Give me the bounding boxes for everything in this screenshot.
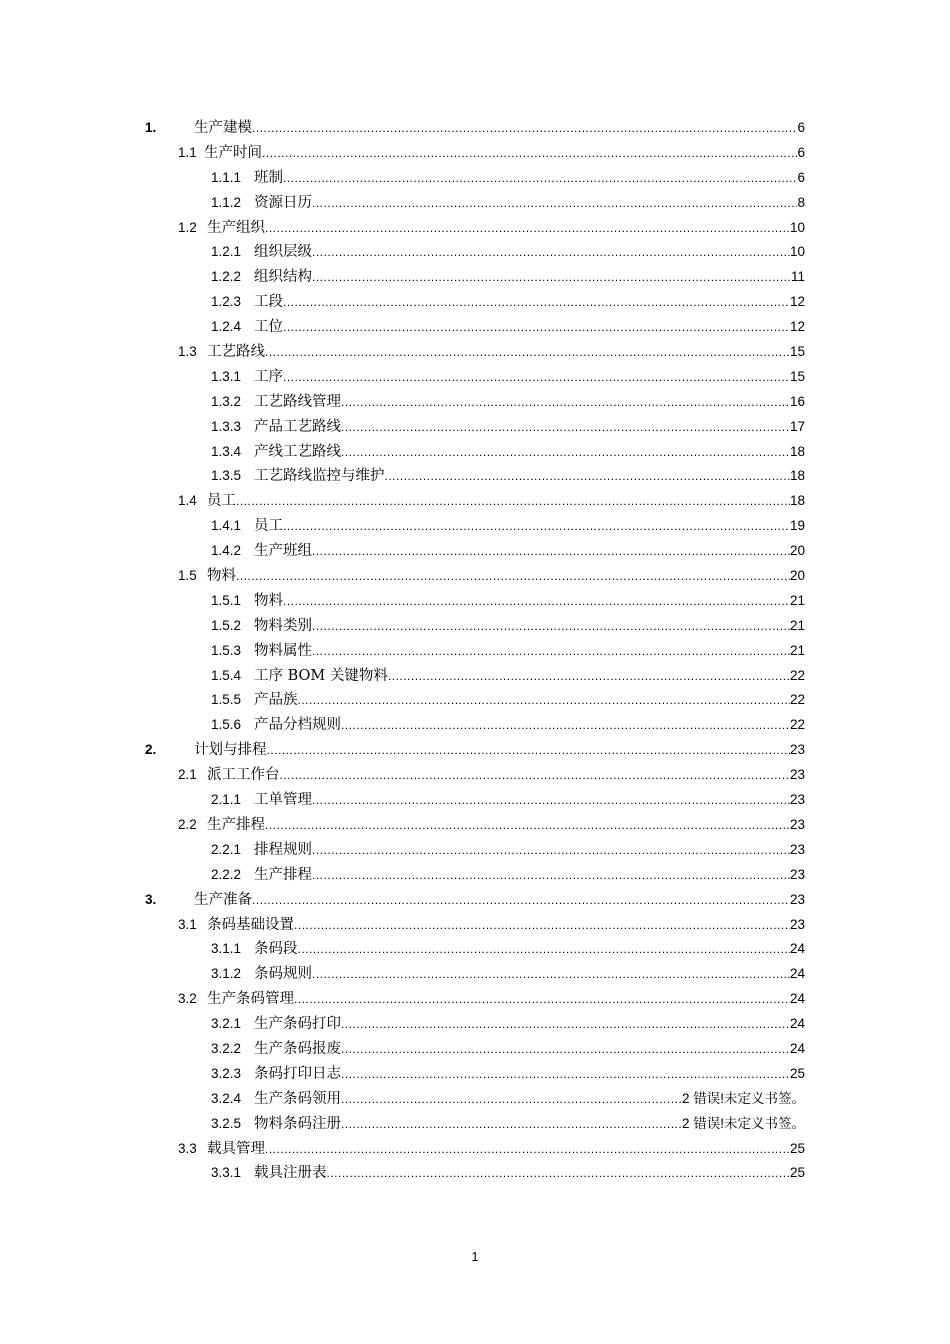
dot-leader — [327, 1161, 790, 1186]
toc-entry-number: 1.3.1 — [211, 368, 242, 384]
toc-entry-page: 25 — [789, 1165, 805, 1181]
toc-entry-title: 工位 — [254, 319, 283, 336]
toc-entry-title: 工单管理 — [254, 792, 312, 809]
toc-entry-number: 2.1 — [178, 767, 197, 783]
toc-entry-line — [207, 987, 805, 1012]
dot-leader — [294, 913, 790, 938]
toc-entry-line — [254, 1037, 805, 1062]
toc-entry-number: 3. — [145, 891, 157, 907]
toc-entry[interactable] — [0, 539, 950, 564]
toc-entry-number: 1.4 — [178, 493, 197, 509]
toc-entry-title: 物料属性 — [254, 642, 312, 659]
dot-leader — [236, 489, 790, 514]
toc-entry-page: 23 — [789, 891, 805, 907]
toc-entry-number: 3.3 — [178, 1140, 197, 1156]
toc-entry-number: 1.2.4 — [211, 319, 242, 335]
toc-entry-title: 载具管理 — [207, 1140, 265, 1157]
toc-entry-title: 生产排程 — [207, 816, 265, 833]
toc-entry-number: 1. — [145, 120, 157, 135]
toc-entry-title: 生产条码打印 — [254, 1016, 341, 1033]
toc-entry-line — [207, 763, 805, 788]
toc-entry[interactable] — [0, 365, 950, 390]
toc-entry-title: 生产班组 — [254, 543, 312, 560]
toc-entry[interactable] — [0, 913, 950, 938]
toc-entry-page: 6 — [797, 169, 805, 185]
dot-leader — [341, 1062, 790, 1087]
toc-entry-page: 15 — [789, 344, 805, 360]
toc-entry-line — [207, 1137, 805, 1162]
toc-entry-page: 23 — [789, 866, 805, 882]
toc-entry-number: 1.5.5 — [211, 692, 242, 708]
toc-entry[interactable] — [0, 738, 950, 763]
toc-entry-page: 20 — [789, 568, 805, 584]
toc-entry-page: 18 — [789, 493, 805, 509]
toc-entry[interactable] — [0, 937, 950, 962]
toc-entry-page: 2 错误!未定义书签。 — [681, 1115, 805, 1131]
toc-entry[interactable] — [0, 688, 950, 713]
toc-entry[interactable] — [0, 1137, 950, 1162]
toc-entry[interactable] — [0, 589, 950, 614]
dot-leader — [265, 216, 790, 241]
toc-entry-number: 2.2.2 — [211, 866, 242, 882]
toc-entry-line — [254, 589, 805, 614]
toc-entry-line — [254, 365, 805, 390]
dot-leader — [312, 788, 790, 813]
toc-entry-title: 派工工作台 — [207, 767, 280, 784]
toc-entry-line — [254, 863, 805, 888]
toc-entry-line — [254, 440, 805, 465]
toc-entry[interactable] — [0, 464, 950, 489]
toc-entry-page: 6 — [797, 144, 805, 160]
toc-entry-line — [254, 937, 805, 962]
toc-entry-number: 3.3.1 — [211, 1165, 242, 1181]
toc-entry-title: 物料 — [254, 592, 283, 609]
toc-entry-number: 1.5.1 — [211, 592, 242, 608]
dot-leader — [341, 1012, 790, 1037]
dot-leader — [312, 265, 791, 290]
toc-entry-title: 条码打印日志 — [254, 1065, 341, 1082]
toc-entry[interactable] — [0, 440, 950, 465]
toc-entry-number: 3.2.3 — [211, 1065, 242, 1081]
toc-entry-line — [254, 664, 805, 689]
toc-entry-page: 10 — [789, 244, 805, 260]
toc-entry-line — [254, 962, 805, 987]
toc-entry-number: 3.1 — [178, 916, 197, 932]
toc-entry-number: 3.2.5 — [211, 1115, 242, 1131]
dot-leader — [312, 962, 790, 987]
dot-leader — [341, 713, 790, 738]
toc-entry-number: 1.5.2 — [211, 617, 242, 633]
toc-entry-line — [254, 1012, 805, 1037]
toc-entry-number: 3.2.1 — [211, 1016, 242, 1032]
dot-leader — [283, 365, 790, 390]
toc-entry-line — [254, 639, 805, 664]
toc-entry[interactable] — [0, 863, 950, 888]
toc-entry[interactable] — [0, 888, 950, 913]
toc-entry[interactable] — [0, 1161, 950, 1186]
toc-entry-line — [254, 415, 805, 440]
toc-entry-page: 23 — [789, 841, 805, 857]
toc-entry-number: 1.2.1 — [211, 244, 242, 260]
toc-entry-page: 22 — [789, 667, 805, 683]
toc-entry-line — [254, 1161, 805, 1186]
toc-entry[interactable] — [0, 1037, 950, 1062]
toc-entry-page: 18 — [789, 468, 805, 484]
toc-entry-page: 23 — [789, 742, 805, 758]
dot-leader — [265, 813, 790, 838]
toc-entry-title: 组织层级 — [254, 244, 312, 261]
toc-entry[interactable] — [0, 1087, 950, 1112]
dot-leader — [283, 514, 790, 539]
toc-entry-line — [254, 166, 805, 191]
toc-entry-page: 21 — [789, 592, 805, 608]
dot-leader — [341, 1112, 682, 1137]
toc-entry-title: 产品分档规则 — [254, 717, 341, 734]
toc-entry-number: 1.5 — [178, 568, 197, 584]
toc-entry[interactable] — [0, 141, 950, 166]
toc-entry-number: 3.2.2 — [211, 1040, 242, 1056]
toc-entry-page: 2 错误!未定义书签。 — [681, 1090, 805, 1106]
dot-leader — [341, 1037, 790, 1062]
toc-entry-line — [207, 340, 805, 365]
toc-entry-title: 物料类别 — [254, 617, 312, 634]
toc-entry-line — [204, 141, 805, 166]
toc-entry-number: 3.1.2 — [211, 966, 242, 982]
toc-entry-page: 24 — [789, 1040, 805, 1056]
toc-entry-line — [254, 688, 805, 713]
toc-entry[interactable] — [0, 166, 950, 191]
dot-leader — [252, 888, 790, 913]
toc-entry-line — [207, 813, 805, 838]
toc-entry-number: 1.3.2 — [211, 393, 242, 409]
dot-leader — [312, 539, 790, 564]
toc-entry-line — [254, 464, 805, 489]
toc-entry[interactable] — [0, 763, 950, 788]
toc-entry-line — [254, 614, 805, 639]
toc-entry-page: 6 — [797, 120, 805, 135]
toc-entry-page: 20 — [789, 543, 805, 559]
toc-entry-title: 物料 — [207, 568, 236, 585]
toc-entry-title: 生产建模 — [194, 120, 252, 136]
toc-entry-title: 工序 BOM 关键物料 — [254, 667, 388, 684]
toc-entry-number: 1.4.1 — [211, 518, 242, 534]
toc-entry-number: 2.2.1 — [211, 841, 242, 857]
toc-entry[interactable] — [0, 290, 950, 315]
toc-entry-line — [207, 216, 805, 241]
toc-entry-title: 员工 — [207, 493, 236, 510]
toc-entry[interactable] — [0, 987, 950, 1012]
toc-entry-title: 排程规则 — [254, 841, 312, 858]
toc-entry[interactable] — [0, 240, 950, 265]
toc-entry[interactable] — [0, 614, 950, 639]
toc-entry-line — [254, 240, 805, 265]
toc-entry-page: 16 — [789, 393, 805, 409]
dot-leader — [341, 1087, 682, 1112]
toc-entry-title: 条码规则 — [254, 966, 312, 983]
toc-entry-title: 员工 — [254, 518, 283, 535]
toc-entry-number: 1.3.4 — [211, 443, 242, 459]
toc-entry[interactable] — [0, 713, 950, 738]
toc-entry[interactable] — [0, 1112, 950, 1137]
toc-entry-page: 24 — [789, 941, 805, 957]
toc-entry[interactable] — [0, 788, 950, 813]
toc-entry-line — [254, 838, 805, 863]
toc-entry-line — [254, 290, 805, 315]
toc-entry-title: 生产排程 — [254, 866, 312, 883]
dot-leader — [280, 763, 790, 788]
toc-entry-page: 23 — [789, 767, 805, 783]
toc-entry-title: 生产条码管理 — [207, 991, 294, 1008]
toc-entry-line — [254, 713, 805, 738]
toc-entry-number: 1.5.3 — [211, 642, 242, 658]
toc-entry-title: 产品族 — [254, 692, 298, 709]
toc-entry-page: 10 — [789, 219, 805, 235]
toc-entry[interactable] — [0, 962, 950, 987]
toc-entry-line — [207, 564, 805, 589]
dot-leader — [312, 191, 797, 216]
toc-entry-title: 生产组织 — [207, 219, 265, 236]
toc-entry-line — [254, 514, 805, 539]
toc-entry-number: 1.1.2 — [211, 194, 242, 210]
dot-leader — [265, 1137, 790, 1162]
dot-leader — [283, 166, 797, 191]
toc-entry-page: 22 — [789, 717, 805, 733]
dot-leader — [298, 937, 790, 962]
toc-entry[interactable] — [0, 1012, 950, 1037]
toc-entry-title: 载具注册表 — [254, 1165, 327, 1182]
toc-entry-number: 1.2.3 — [211, 294, 242, 310]
toc-entry-title: 生产条码报废 — [254, 1040, 341, 1057]
dot-leader — [312, 614, 790, 639]
toc-entry-number: 3.2.4 — [211, 1090, 242, 1106]
toc-entry-title: 组织结构 — [254, 269, 312, 286]
toc-entry-title: 工艺路线 — [207, 344, 265, 361]
toc-entry-number: 1.3.3 — [211, 418, 242, 434]
dot-leader — [312, 838, 790, 863]
toc-entry[interactable] — [0, 838, 950, 863]
toc-entry-number: 2.2 — [178, 816, 197, 832]
toc-entry-title: 生产时间 — [204, 144, 262, 161]
toc-entry-line — [207, 913, 805, 938]
table-of-contents — [0, 116, 950, 1186]
toc-entry[interactable] — [0, 564, 950, 589]
toc-entry-title: 生产准备 — [194, 891, 252, 908]
dot-leader — [298, 688, 790, 713]
toc-entry-number: 1.5.6 — [211, 717, 242, 733]
toc-entry[interactable] — [0, 415, 950, 440]
toc-entry-line — [254, 1112, 805, 1137]
dot-leader — [312, 639, 790, 664]
toc-entry[interactable] — [0, 315, 950, 340]
toc-entry-line — [194, 738, 805, 763]
toc-entry-title: 计划与排程 — [194, 742, 267, 759]
dot-leader — [294, 987, 790, 1012]
toc-entry[interactable] — [0, 514, 950, 539]
toc-entry-page: 23 — [789, 916, 805, 932]
toc-entry-number: 1.1.1 — [211, 169, 242, 185]
toc-entry-title: 条码基础设置 — [207, 916, 294, 933]
toc-entry-page: 23 — [789, 816, 805, 832]
toc-entry-line — [254, 265, 805, 290]
toc-entry[interactable] — [0, 489, 950, 514]
toc-entry-title: 资源日历 — [254, 194, 312, 211]
dot-leader — [283, 589, 790, 614]
toc-entry-line — [254, 539, 805, 564]
toc-entry-page: 21 — [789, 617, 805, 633]
toc-entry-page: 12 — [789, 294, 805, 310]
toc-entry-number: 1.2 — [178, 219, 197, 235]
toc-entry[interactable] — [0, 390, 950, 415]
toc-entry-number: 1.5.4 — [211, 667, 242, 683]
toc-entry[interactable] — [0, 191, 950, 216]
toc-entry-page: 24 — [789, 1016, 805, 1032]
toc-entry-page: 24 — [789, 966, 805, 982]
toc-entry-title: 生产条码领用 — [254, 1090, 341, 1107]
dot-leader — [283, 290, 790, 315]
toc-entry-page: 17 — [789, 418, 805, 434]
toc-entry-page: 18 — [789, 443, 805, 459]
toc-entry-title: 工段 — [254, 294, 283, 311]
toc-entry-page: 24 — [789, 991, 805, 1007]
toc-entry[interactable] — [0, 116, 950, 141]
dot-leader — [312, 863, 790, 888]
dot-leader — [265, 340, 790, 365]
toc-entry-page: 22 — [789, 692, 805, 708]
toc-entry-title: 工序 — [254, 368, 283, 385]
toc-entry-title: 产品工艺路线 — [254, 418, 341, 435]
toc-entry-number: 2.1.1 — [211, 792, 242, 808]
toc-entry-page: 8 — [797, 194, 805, 210]
toc-entry-page: 21 — [789, 642, 805, 658]
toc-entry-page: 15 — [789, 368, 805, 384]
toc-entry-page: 25 — [789, 1065, 805, 1081]
page-number: 1 — [471, 1250, 479, 1264]
toc-entry-line — [194, 116, 805, 141]
toc-entry-number: 1.2.2 — [211, 269, 242, 285]
toc-entry-title: 产线工艺路线 — [254, 443, 341, 460]
toc-entry-title: 工艺路线管理 — [254, 393, 341, 410]
toc-entry-title: 班制 — [254, 169, 283, 186]
dot-leader — [283, 315, 790, 340]
toc-entry-line — [254, 390, 805, 415]
toc-entry-line — [254, 191, 805, 216]
toc-entry[interactable] — [0, 664, 950, 689]
toc-entry-line — [254, 315, 805, 340]
dot-leader — [341, 440, 790, 465]
toc-entry-line — [254, 1062, 805, 1087]
dot-leader — [252, 116, 797, 141]
toc-entry-page: 23 — [789, 792, 805, 808]
toc-entry-number: 1.1 — [178, 144, 197, 160]
toc-entry[interactable] — [0, 216, 950, 241]
toc-entry[interactable] — [0, 265, 950, 290]
dot-leader — [312, 240, 790, 265]
dot-leader — [388, 664, 790, 689]
toc-entry-page: 12 — [789, 319, 805, 335]
toc-entry-line — [254, 788, 805, 813]
toc-entry[interactable] — [0, 1062, 950, 1087]
toc-entry[interactable] — [0, 639, 950, 664]
dot-leader — [385, 464, 790, 489]
toc-entry-number: 1.4.2 — [211, 543, 242, 559]
toc-entry-title: 物料条码注册 — [254, 1115, 341, 1132]
toc-entry[interactable] — [0, 813, 950, 838]
toc-entry-title: 条码段 — [254, 941, 298, 958]
toc-entry[interactable] — [0, 340, 950, 365]
dot-leader — [341, 390, 790, 415]
toc-entry-line — [194, 888, 805, 913]
toc-entry-number: 3.1.1 — [211, 941, 242, 957]
dot-leader — [262, 141, 797, 166]
dot-leader — [341, 415, 790, 440]
toc-entry-page: 19 — [789, 518, 805, 534]
toc-entry-page: 25 — [789, 1140, 805, 1156]
toc-entry-page: 11 — [790, 269, 805, 285]
toc-entry-number: 1.3 — [178, 344, 197, 360]
toc-entry-number: 2. — [145, 742, 157, 758]
toc-entry-number: 1.3.5 — [211, 468, 242, 484]
dot-leader — [267, 738, 790, 763]
dot-leader — [236, 564, 790, 589]
toc-entry-line — [254, 1087, 805, 1112]
toc-entry-title: 工艺路线监控与维护 — [254, 468, 385, 485]
toc-entry-number: 3.2 — [178, 991, 197, 1007]
toc-entry-line — [207, 489, 805, 514]
